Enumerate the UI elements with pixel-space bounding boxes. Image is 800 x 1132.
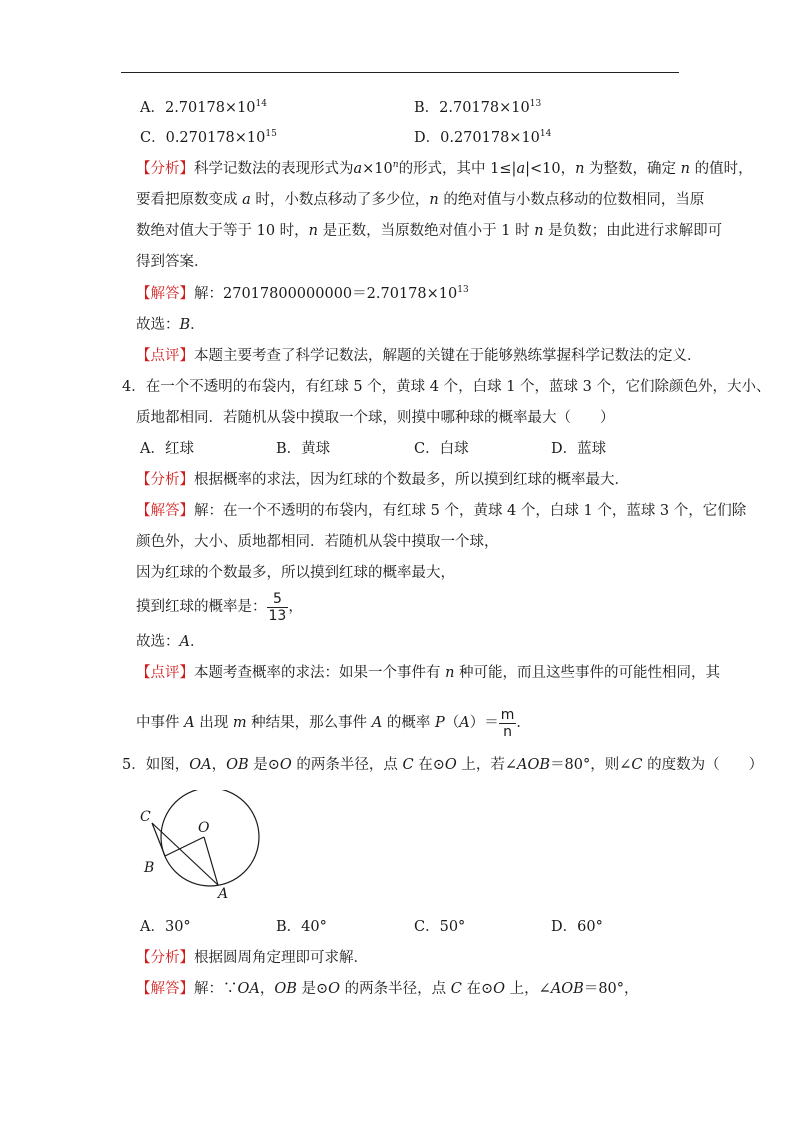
label-o: O: [198, 820, 210, 836]
q4-answer-line4: 摸到红球的概率是： $\frac{5}{13}$ ，: [136, 590, 303, 624]
q4-stem: 4．在一个不透明的布袋内，有红球 5 个，黄球 4 个，白球 1 个，蓝球 3 个，它们除颜色外，大小、: [122, 379, 771, 395]
q3-answer: 【解答】解：$27017800000000=2.70178\times 10^{13}$: [136, 285, 469, 302]
comment-tag: 【点评】: [136, 665, 194, 681]
q3-option-a: A．$2.70178\times 10^{14}$: [140, 99, 267, 116]
q4-option-d: D．蓝球: [551, 441, 607, 457]
analysis-tag: 【分析】: [136, 950, 194, 966]
q3-answer-line2: 故选：B．: [136, 317, 205, 333]
q3-option-c: C．$0.270178\times 10^{15}$: [140, 129, 277, 146]
q3-analysis-line4: 得到答案．: [136, 254, 209, 270]
q4-analysis: 【分析】根据概率的求法，因为红球的个数最多，所以摸到红球的概率最大．: [136, 472, 629, 488]
analysis-tag: 【分析】: [136, 472, 194, 488]
header-rule: [121, 72, 679, 73]
segment-cb: [152, 823, 165, 856]
analysis-tag: 【分析】: [136, 161, 194, 177]
circle-o: [161, 790, 259, 886]
q4-option-a: A．红球: [140, 441, 194, 457]
q4-answer-line5: 故选：A．: [136, 634, 205, 650]
q4-answer-line3: 因为红球的个数最多，所以摸到红球的概率最大，: [136, 565, 455, 581]
q5-option-b: B．40°: [276, 919, 327, 935]
q5-option-a: A．30°: [140, 919, 191, 935]
q3-comment: 【点评】本题主要考查了科学记数法，解题的关键在于能够熟练掌握科学记数法的定义．: [136, 348, 702, 364]
q4-answer: 【解答】解：在一个不透明的布袋内，有红球 5 个，黄球 4 个，白球 1 个，蓝球 3 个，它们除: [136, 503, 747, 519]
q4-answer-line2: 颜色外，大小、质地都相同．若随机从袋中摸取一个球，: [136, 534, 499, 550]
q5-analysis: 【分析】根据圆周角定理即可求解．: [136, 950, 368, 966]
q5-stem: 5．如图，OA，OB 是⊙O 的两条半径，点 C 在⊙O 上，若∠AOB＝80°，则∠C 的度数为（ ）: [122, 757, 764, 773]
q5-option-d: D．60°: [551, 919, 603, 935]
q4-comment: 【点评】本题考查概率的求法：如果一个事件有 n 种可能，而且这些事件的可能性相同，其: [136, 665, 721, 681]
circle-figure: [130, 790, 270, 900]
label-a: A: [218, 886, 229, 900]
q3-analysis-line3: 数绝对值大于等于 10 时，n 是正数，当原数绝对值小于 1 时 n 是负数；由此进行求解即可: [136, 223, 723, 239]
fraction-m-n: $\frac{m}{n}$: [500, 706, 515, 740]
q4-option-c: C．白球: [414, 441, 469, 457]
q5-option-c: C．50°: [414, 919, 466, 935]
answer-tag: 【解答】: [136, 286, 194, 302]
q4-option-b: B．黄球: [276, 441, 331, 457]
answer-tag: 【解答】: [136, 503, 194, 519]
q3-option-b: B．$2.70178\times 10^{13}$: [414, 99, 542, 116]
label-c: C: [140, 809, 151, 825]
q3-analysis: 【分析】科学记数法的表现形式为$a\times 10^n$的形式，其中 1≤|a|<10，n 为整数，确定 n 的值时，: [136, 160, 753, 177]
comment-tag: 【点评】: [136, 348, 194, 364]
q3-analysis-line2: 要看把原数变成 a 时，小数点移动了多少位，n 的绝对值与小数点移动的位数相同，当原: [136, 192, 705, 208]
q3-option-d: D．$0.270178\times 10^{14}$: [414, 129, 552, 146]
fraction-5-13: $\frac{5}{13}$: [268, 590, 287, 624]
q5-answer: 【解答】解：∵OA，OB 是⊙O 的两条半径，点 C 在⊙O 上，∠AOB＝80°，: [136, 981, 639, 997]
q4-stem-line2: 质地都相同．若随机从袋中摸取一个球，则摸中哪种球的概率最大（ ）: [136, 410, 615, 426]
q4-comment-line2: 中事件 A 出现 m 种结果，那么事件 A 的概率 P（A）＝ $\frac{m}{n}$ ．: [136, 706, 531, 740]
answer-tag: 【解答】: [136, 981, 194, 997]
label-b: B: [144, 860, 155, 876]
